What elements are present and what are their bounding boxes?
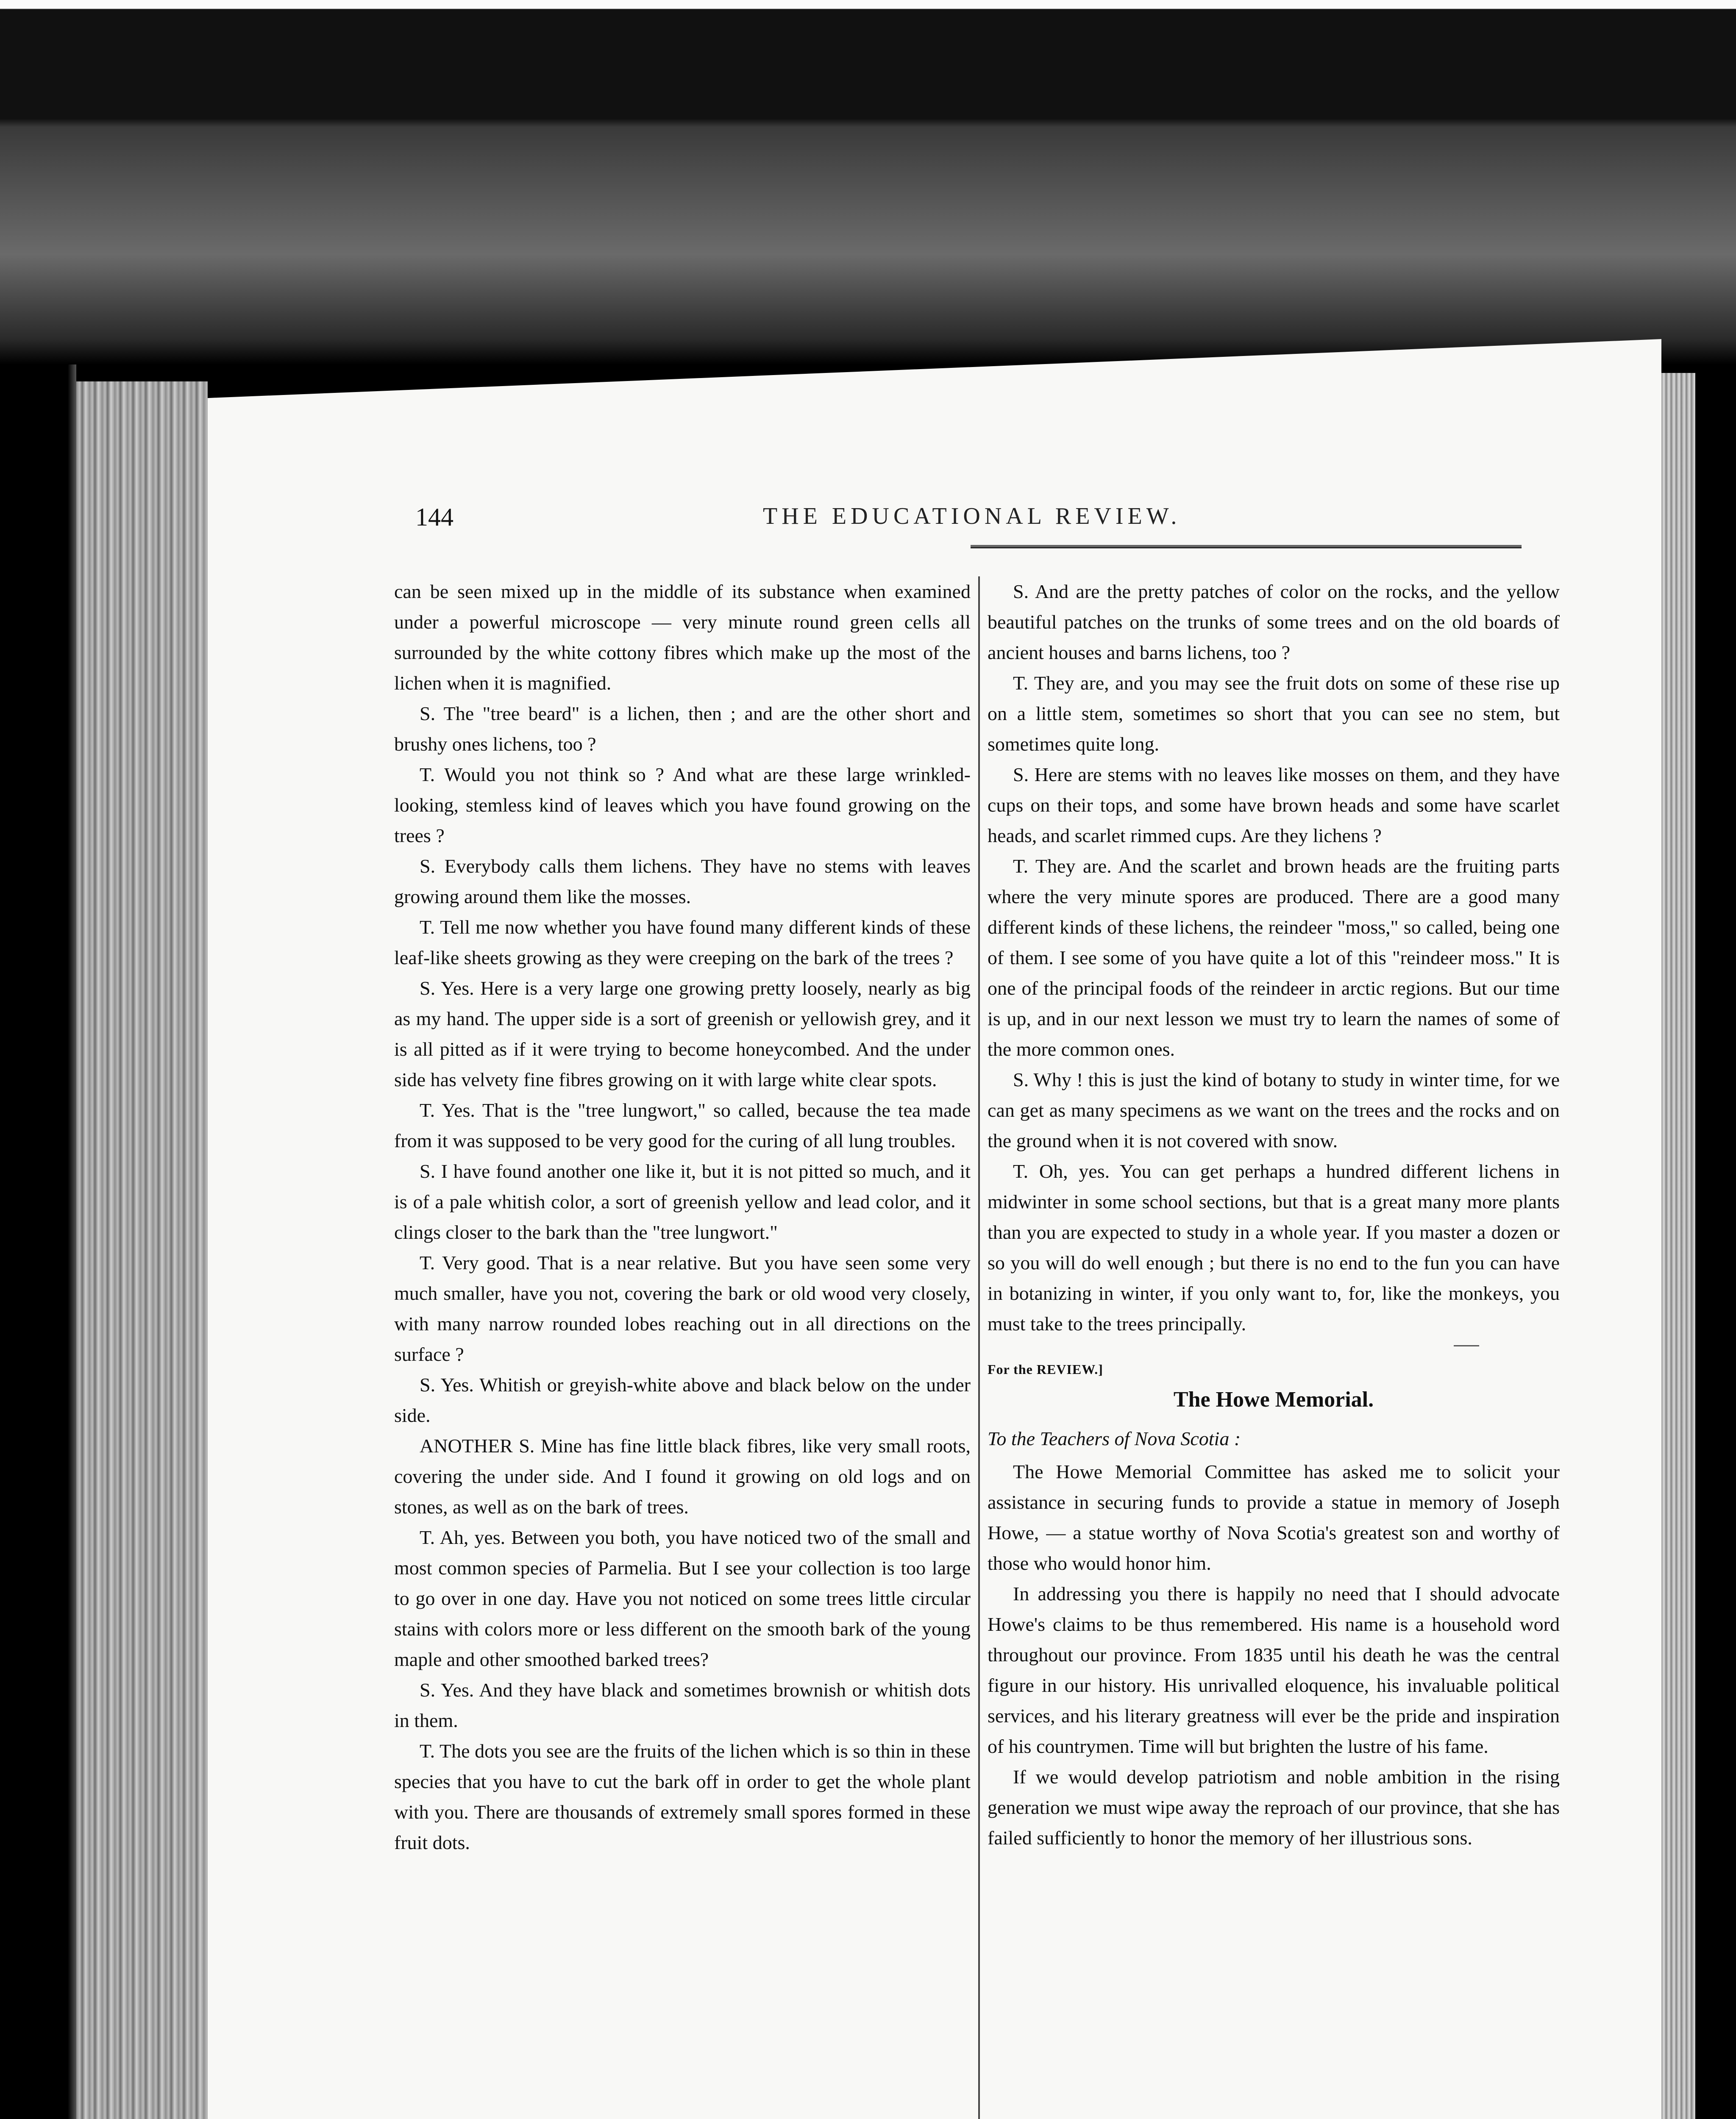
- paragraph: S. Here are stems with no leaves like mosses on them, and they have cups on their tops, and some have brown heads and some have scarlet heads, and scarlet rimmed cups. Are they lichens ?: [988, 764, 1560, 846]
- page-number: 144: [415, 503, 453, 531]
- paragraph: S. Yes. Whitish or greyish-white above and black below on the under side.: [394, 1374, 971, 1426]
- column-divider: [978, 576, 980, 2119]
- paragraph: If we would develop patriotism and noble ambition in the rising generation we must wipe away the reproach of our province, that she has failed sufficiently to honor the memory of her illustrious sons.: [988, 1766, 1560, 1849]
- book-page-edges: [76, 381, 208, 2119]
- paragraph: S. I have found another one like it, but it is not pitted so much, and it is of a pale whitish color, a sort of greenish yellow and lead color, and it clings closer to the bark than the "tree lungwort.": [394, 1160, 971, 1243]
- paragraph: S. And are the pretty patches of color on the rocks, and the yellow beautiful patches on the trunks of some trees and on the old boards of ancient houses and barns lichens, too ?: [988, 581, 1560, 663]
- paragraph: T. Ah, yes. Between you both, you have noticed two of the small and most common species of Parmelia. But I see your collection is too large to go over in one day. Have you not noticed on some trees little circular stains with colors more or less different on the smooth bark of the young maple and other smoothed barked trees?: [394, 1527, 971, 1670]
- section-title: The Howe Memorial.: [1173, 1388, 1374, 1412]
- section-tag: For the REVIEW.]: [988, 1362, 1103, 1377]
- paragraph: T. Very good. That is a near relative. But you have seen some very much smaller, have you not, covering the bark or old wood very closely, with many narrow rounded lobes reaching out in all directions on the surface ?: [394, 1252, 971, 1365]
- paragraph: S. Yes. Here is a very large one growing pretty loosely, nearly as big as my hand. The upper side is a sort of greenish or yellowish grey, and it is all pitted as if it were trying to become honeycombed. And the under side has velvety fine fibres growing on it with large white clear spots.: [394, 977, 971, 1090]
- left-column: [394, 576, 971, 1858]
- running-head: THE EDUCATIONAL REVIEW.: [763, 503, 1181, 529]
- header-rule: [971, 545, 1522, 548]
- scan-background-left: [0, 364, 76, 2119]
- section-rule: [1454, 1345, 1479, 1346]
- paragraph: T. Would you not think so ? And what are these large wrinkled-looking, stemless kind of leaves which you have found growing on the trees ?: [394, 764, 971, 846]
- salutation: To the Teachers of Nova Scotia :: [988, 1428, 1241, 1449]
- paragraph: S. Everybody calls them lichens. They have no stems with leaves growing around them like the mosses.: [394, 855, 971, 907]
- paragraph: ANOTHER S. Mine has fine little black fibres, like very small roots, covering the under side. And I found it growing on old logs and on stones, as well as on the bark of trees.: [394, 1435, 971, 1518]
- paragraph: S. Why ! this is just the kind of botany to study in winter time, for we can get as many specimens as we want on the trees and the rocks and on the ground when it is not covered with snow.: [988, 1069, 1560, 1151]
- paragraph: The Howe Memorial Committee has asked me to solicit your assistance in securing funds to provide a statue in memory of Joseph Howe, — a statue worthy of Nova Scotia's greatest son and worthy of those who would honor him.: [988, 1461, 1560, 1574]
- paragraph: T. The dots you see are the fruits of the lichen which is so thin in these species that you have to cut the bark off in order to get the whole plant with you. There are thousands of extremely small spores formed in these fruit dots.: [394, 1740, 971, 1853]
- paragraph: T. Yes. That is the "tree lungwort," so called, because the tea made from it was supposed to be very good for the curing of all lung troubles.: [394, 1099, 971, 1151]
- paragraph: can be seen mixed up in the middle of its substance when examined under a powerful microscope — very minute round green cells all surrounded by the white cottony fibres which make up the most of the lichen when it is magnified.: [394, 581, 971, 694]
- paragraph: S. The "tree beard" is a lichen, then ; and are the other short and brushy ones lichens, too ?: [394, 703, 971, 755]
- paragraph: T. They are. And the scarlet and brown heads are the fruiting parts where the very minute spores are produced. There are a good many different kinds of these lichens, the reindeer "moss," so called, being one of them. I see some of you have quite a lot of this "reindeer moss." It is one of the principal foods of the reindeer in arctic regions. But our time is up, and in our next lesson we must try to learn the names of some of the more common ones.: [988, 855, 1560, 1060]
- paragraph: T. Oh, yes. You can get perhaps a hundred different lichens in midwinter in some school sections, but that is a great many more plants than you are expected to study in a whole year. If you master a dozen or so you will do well enough ; but there is no end to the fun you can have in botanizing in winter, if you only want to, for, like the monkeys, you must take to the trees principally.: [988, 1160, 1560, 1335]
- book-right-edges: [1661, 373, 1695, 2119]
- paragraph: T. They are, and you may see the fruit dots on some of these rise up on a little stem, sometimes so short that you can see no stem, but sometimes quite long.: [988, 672, 1560, 755]
- paragraph: In addressing you there is happily no need that I should advocate Howe's claims to be thus remembered. His name is a household word throughout our province. From 1835 until his death he was the central figure in our history. His unrivalled eloquence, his invaluable political services, and his literary greatness will ever be the pride and inspiration of his countrymen. Time will but brighten the lustre of his fame.: [988, 1583, 1560, 1757]
- paragraph: S. Yes. And they have black and sometimes brownish or whitish dots in them.: [394, 1679, 971, 1731]
- paragraph: T. Tell me now whether you have found many different kinds of these leaf-like sheets growing as they were creeping on the bark of the trees ?: [394, 916, 971, 968]
- right-column: [988, 576, 1560, 1853]
- scan-background-top: [0, 0, 1736, 364]
